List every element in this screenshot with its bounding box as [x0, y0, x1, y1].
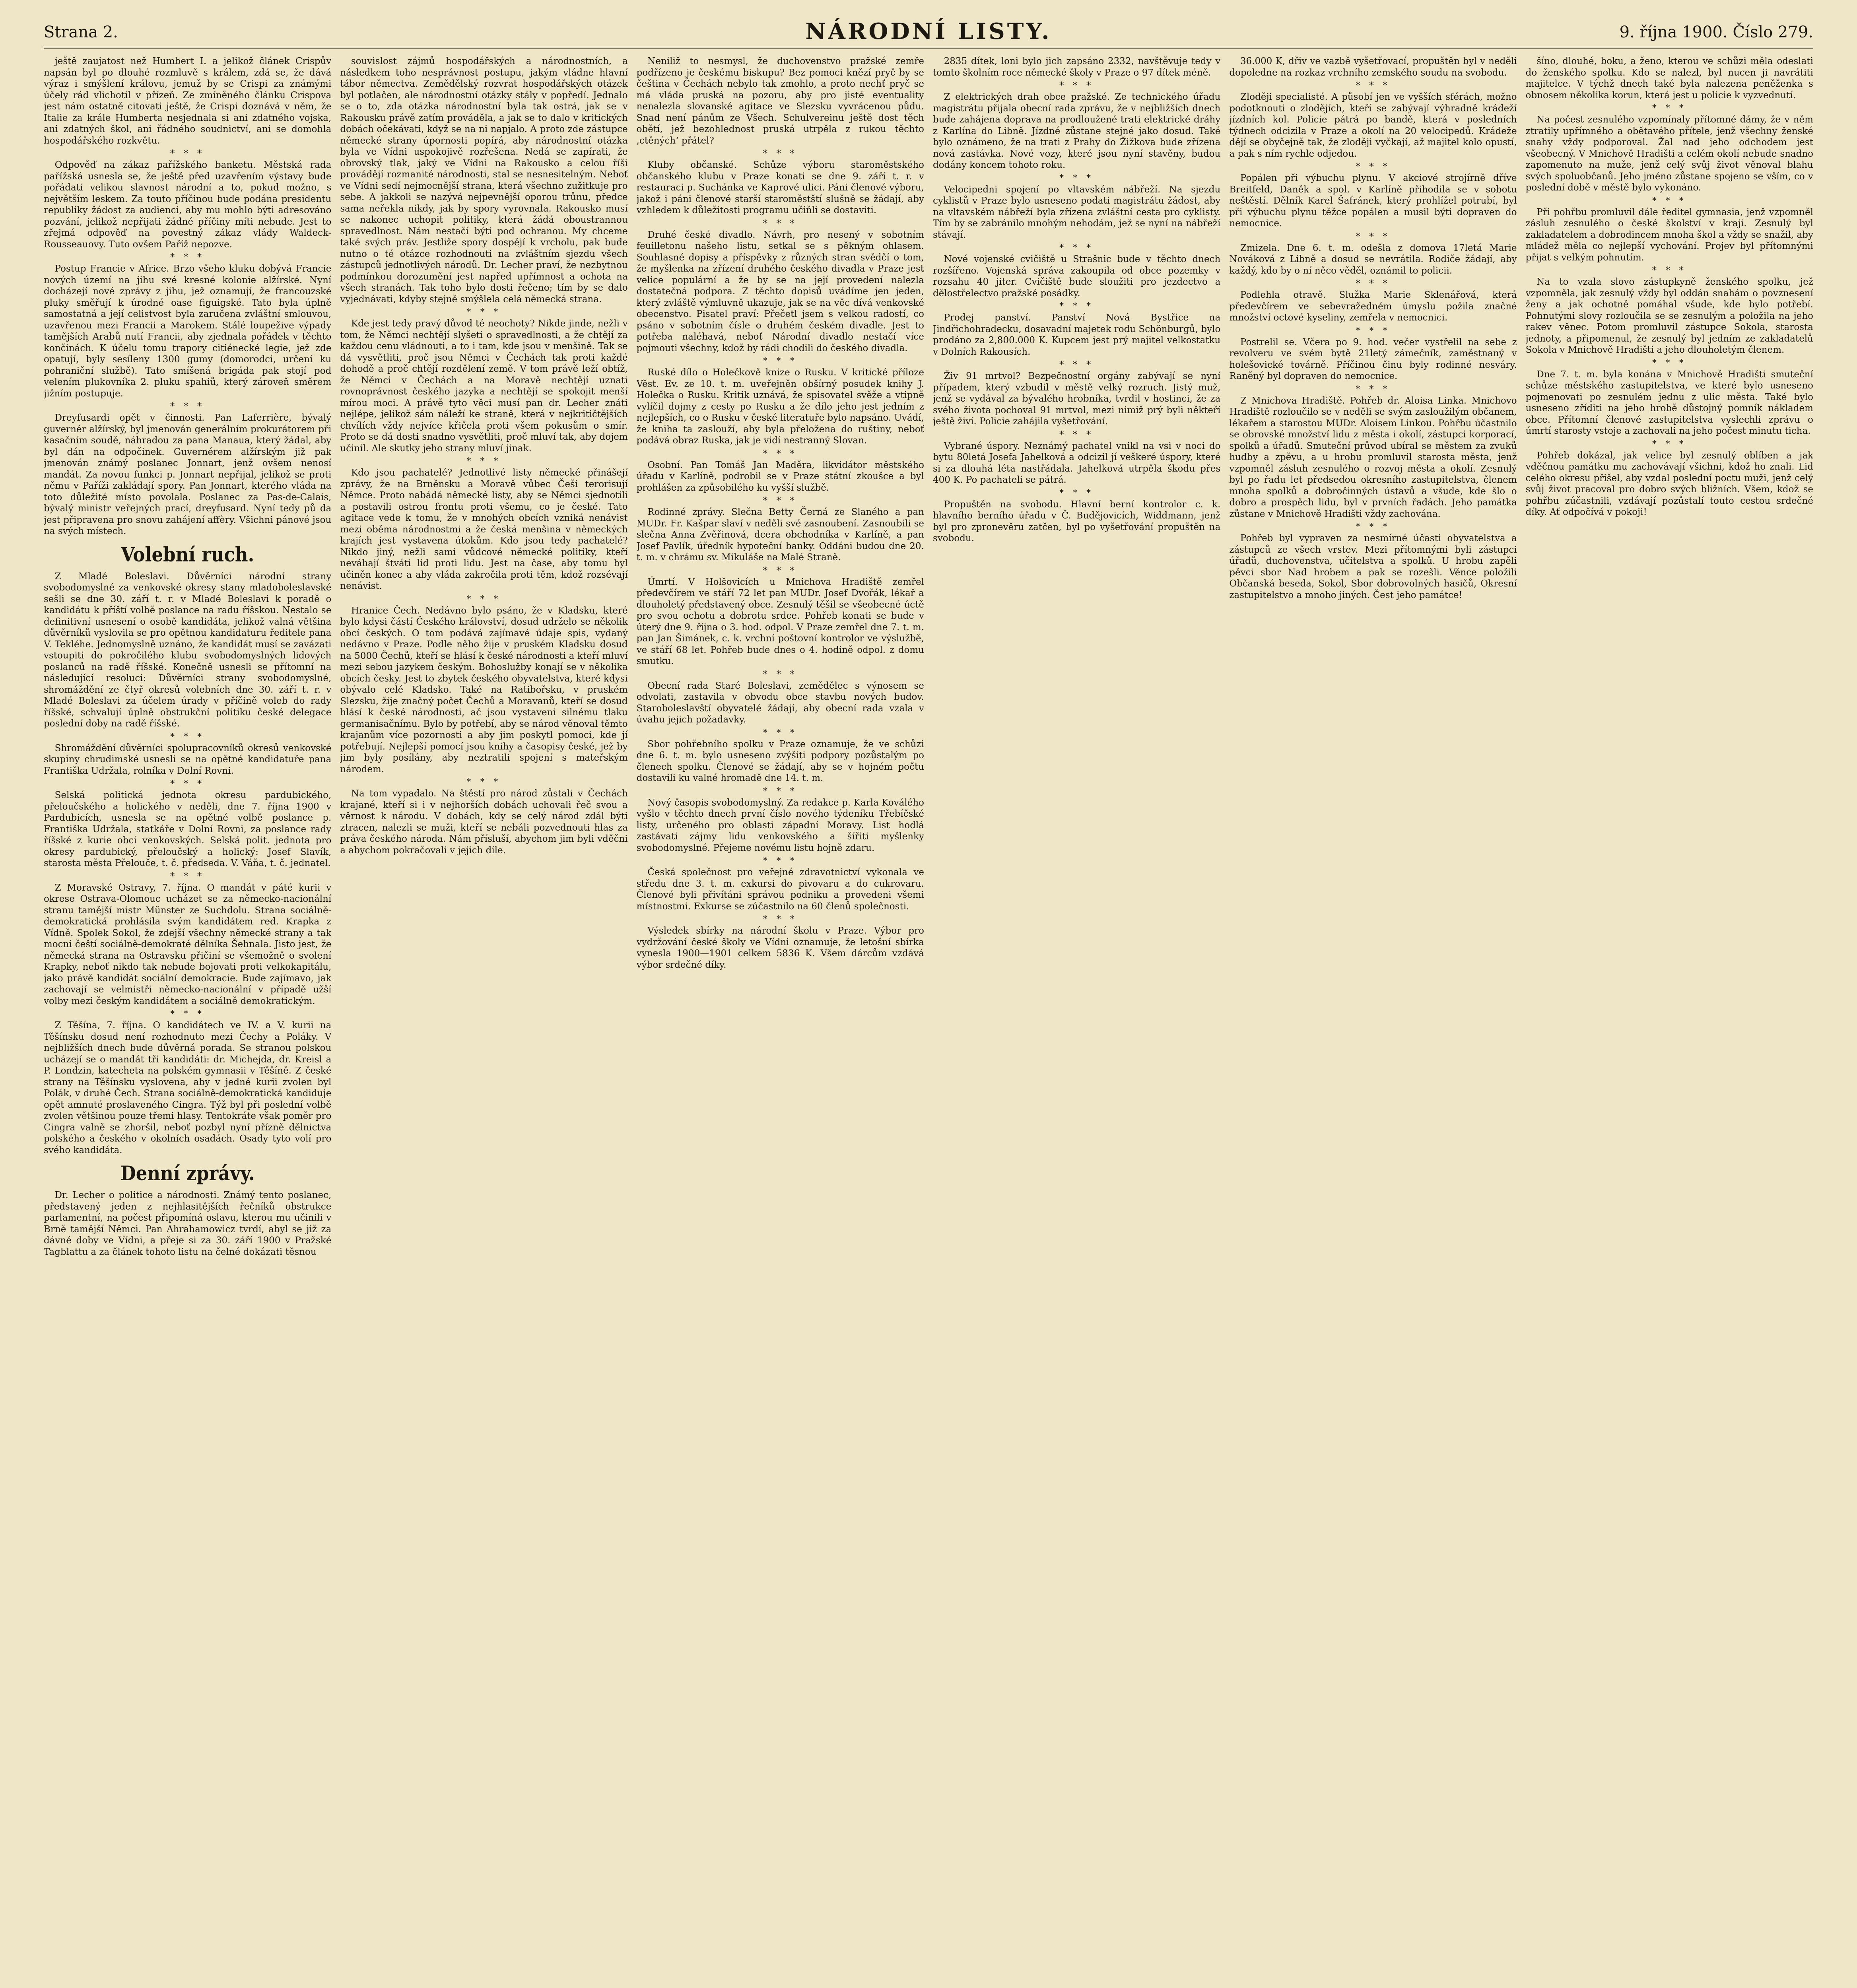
- article-paragraph: šíno, dlouhé, boku, a ženo, kterou ve schůzi měla odeslati do ženského spolku. Kdo se nalezl, byl nucen ji navrátiti majitelce. V týchž dnech také byla nalezena peněženka s obnosem několika korun, která jest u policie k vyzvednutí.: [1525, 56, 1813, 101]
- article-separator: * * *: [763, 448, 798, 459]
- column-3: [637, 53, 924, 1988]
- section-heading: Volební ruch.: [121, 542, 254, 566]
- article-paragraph: Kde jest tedy pravý důvod té neochoty? Nikde jinde, nežli v tom, že Němci nechtějí slyšeti o spravedlnosti, a že chtějí za každou cenu vládnouti, a to i tam, kde jsou v menšině. Tak se dá vysvětliti, proč jsou Němci v Čechách tak proti každé dohodě a proč chtějí rozdělení země. V tom právě leží obtíž, že Němci v Čechách a na Moravě nechtějí uznati rovnoprávnost českého jazyka a nechtějí se spokojit menší mírou moci. A právě tyto věci musí pan dr. Lecher znáti nejlépe, jelikož sám náleží ke straně, která v nejkritičtějších chvílích vždy nejvíce křičela proti všem pokusům o smír. Proto se dá dosti snadno vysvětliti, proč mluví tak, aby dojem učinil. Ale skutky jeho strany mluví jinak.: [340, 318, 628, 454]
- article-separator: * * *: [763, 218, 798, 229]
- article-paragraph: Na počest zesnulého vzpomínaly přítomné dámy, že v něm ztratily upřímného a obětavého přítele, jenž všechny ženské snahy vždy podporoval. Žal nad jeho odchodem jest všeobecný. V Mnichově Hradišti a celém okolí nebude snadno zapomenuto na muže, jenž celý svůj život věnoval blahu svých spoluobčanů. Jeho jméno zůstane spojeno se vším, co v poslední době v městě bylo vykonáno.: [1525, 115, 1813, 193]
- article-separator: * * *: [1059, 488, 1094, 498]
- column-5: [1229, 53, 1517, 1988]
- article-paragraph: Osobní. Pan Tomáš Jan Maděra, likvidátor městského úřadu v Karlíně, podrobil se v Praze státní zkoušce a byl prohlášen za způsobilého ku vyšší službě.: [636, 460, 924, 493]
- article-paragraph: Dr. Lecher o politice a národnosti. Známý tento poslanec, představený jeden z nejhlasitějších řečníků obstrukce parlamentní, na počest připomíná oslavu, kterou mu učinili v Brně tamější Němci. Pan Ahrahamowicz tvrdí, abyl se již za dávné doby ve Vídni, a přeje si za 30. září 1900 v Pražské Tagblattu a za článek tohoto listu na čelné dokázati těsnou: [44, 1190, 332, 1257]
- article-paragraph: Obecní rada Staré Boleslavi, zemědělec s výnosem se odvolati, zastavila v obvodu obce stavbu nových budov. Staroboleslavští obyvatelé žádají, aby obecní rada vzala v úvahu jejich požadavky.: [636, 680, 924, 725]
- article-paragraph: Podlehla otravě. Služka Marie Sklenářová, která předevčírem ve sebevražedném úmyslu požila značné množství octové kyseliny, zemřela v nemocnici.: [1229, 290, 1517, 323]
- article-paragraph: Kluby občanské. Schůze výboru staroměstského občanského klubu v Praze konati se dne 9. září t. r. v restauraci p. Suchánka ve Kaprové ulici. Páni členové výboru, jakož i páni členové starší staroměstští slušně se žádají, aby vzhledem k důležitosti programu učiňli se dostaviti.: [636, 160, 924, 215]
- article-paragraph: Postrelil se. Včera po 9. hod. večer vystřelil na sebe z revolveru ve svém bytě 21letý zámečník, zaměstnaný v holešovické továrně. Příčinou činu byly rodinné nesváry. Raněný byl dopraven do nemocnice.: [1229, 337, 1517, 381]
- article-separator: * * *: [763, 149, 798, 159]
- article-paragraph: Česká společnost pro veřejné zdravotnictví vykonala ve středu dne 3. t. m. exkursi do pivovaru a do cukrovaru. Členové byli přivítáni správou podniku a provedeni všemi místnostmi. Exkurse se zúčastnilo na 60 členů společnosti.: [636, 867, 924, 912]
- article-separator: * * *: [466, 777, 501, 787]
- article-paragraph: Dne 7. t. m. byla konána v Mnichově Hradišti smuteční schůze městského zastupitelstva, ve které bylo usneseno pojmenovati po zesnulém jednu z ulic města. Také bylo usneseno zříditi na jeho hrobě důstojný pomník nákladem obce. Přítomní členové zastupitelstva vyslechli zprávu o úmrtí starosty vstoje a zachovali na jeho počest minutu ticha.: [1525, 369, 1813, 436]
- article-paragraph: Velocipedni spojení po vltavském nábřeží. Na sjezdu cyklistů v Praze bylo usneseno podati magistrátu žádost, aby na vltavském nábřeží byla zřízena zvláštní cesta pro cyklisty. Tím by se zabránilo mnohým nehodám, jež se nyní na nábřeží stávají.: [932, 184, 1221, 240]
- article-paragraph: Na to vzala slovo zástupkyně ženského spolku, jež vzpomněla, jak zesnulý vždy byl oddán snahám o povznesení ženy a jak ochotně pomáhal všude, kde bylo potřebí. Pohnutými slovy rozloučila se se zesnulým a položila na jeho rakev věnec. Potom promluvil zástupce Sokola, starosta jednoty, a připomenul, že zesnulý byl jedním ze zakladatelů Sokola v Mnichově Hradišti a jeho dlouholetým členem.: [1525, 277, 1813, 355]
- article-paragraph: Ruské dílo o Holečkově knize o Rusku. V kritické příloze Věst. Ev. ze 10. t. m. uveřejněn obšírný posudek knihy J. Holečka o Rusku. Kritik uznává, že spisovatel svěže a vtipně vylíčil dojmy z cesty po Rusku a že dílo jeho jest jedním z nejlepších, co o Rusku v české literatuře bylo napsáno. Uvádí, že kniha ta zaslouží, aby byla přeložena do ruštiny, neboť podává obraz Ruska, jak je vidí nestranný Slovan.: [636, 367, 924, 446]
- article-separator: * * *: [1059, 243, 1094, 253]
- article-separator: * * *: [763, 356, 798, 366]
- article-paragraph: Zloději specialisté. A působí jen ve vyšších sférách, možno podotknouti o zlodějích, kteří se zabývají výhradně krádeží jízdních kol. Policie pátrá po bandě, která v posledních týdnech odcizila v Praze a okolí na 20 velocipedů. Krádeže dějí se obyčejně tak, že zloději vyčkají, až majitel kolo opustí, a pak s ním rychle odjedou.: [1229, 92, 1517, 159]
- article-paragraph: Z elektrických drah obce pražské. Ze technického úřadu magistrátu přijala obecní rada zprávu, že v nejbližších dnech bude zahájena doprava na prodloužené trati elektrické dráhy z Karlína do Libně. Jízdné zůstane stejné jako dosud. Také bylo oznámeno, že na trati z Prahy do Žižkova bude zřízena nová zastávka. Nové vozy, které jsou nyní stavěny, budou dodány koncem tohoto roku.: [932, 92, 1221, 170]
- article-paragraph: Sbor pohřebního spolku v Praze oznamuje, že ve schůzi dne 6. t. m. bylo usneseno zvýšiti podpory pozůstalým po členech spolku. Členové se žádají, aby se v hojném počtu dostavili ku valné hromadě dne 14. t. m.: [636, 739, 924, 783]
- article-paragraph: 36.000 K, dřiv ve vazbě vyšetřovací, propuštěn byl v neděli dopoledne na rozkaz vrchního zemského soudu na svobodu.: [1229, 56, 1517, 78]
- article-separator: * * *: [1356, 384, 1391, 394]
- masthead: [44, 16, 1813, 49]
- article-separator: * * *: [1059, 429, 1094, 440]
- article-paragraph: Druhé české divadlo. Návrh, pro nesený v sobotním feuilletonu našeho listu, setkal se s pěkným ohlasem. Souhlasné dopisy a příspěvky z různých stran svědčí o tom, že myšlenka na zřízení druhého českého divadla v Praze jest velice populární a že by se na její provedení nalezla dostatečná podpora. Z těchto dopisů uvádíme jen jeden, který zvláště výmluvně ukazuje, jak se na věc dívá venkovské obecenstvo. Pisatel praví: Přečetl jsem s velkou radostí, co psáno v sobotním čísle o druhém českém divadle. Jest to potřeba naléhavá, neboť Národní divadlo nestačí více pojmouti všechny, kdož by rádi chodili do českého divadla.: [636, 229, 924, 353]
- column-4: [933, 53, 1220, 1988]
- article-paragraph: Selská politická jednota okresu pardubického, přeloučského a holického v neděli, dne 7. října 1900 v Pardubicích, usnesla se na opětné volbě poslance p. Františka Udržala, statkáře v Dolní Rovni, za poslance rady říšské z kurie obcí venkovských. Selská polit. jednota pro okresy pardubický, přeloučský a holický: Josef Slavík, starosta města Přelouče, t. č. předseda. V. Váňa, t. č. jednatel.: [44, 790, 332, 868]
- article-separator: * * *: [1356, 522, 1391, 532]
- article-separator: * * *: [170, 149, 205, 159]
- article-paragraph: Pohřeb byl vypraven za nesmírné účasti obyvatelstva a zástupců ze všech vrstev. Mezi přítomnými byli zástupci úřadů, duchovenstva, učitelstva a spolků. U hrobu zapěli pěvci sbor Nad hrobem a pak se rozešli. Věnce položili Občanská beseda, Sokol, Sbor dobrovolných hasičů, Okresní zastupitelstvo a mnoho jiných. Čest jeho památce!: [1229, 533, 1517, 600]
- article-separator: * * *: [1652, 358, 1687, 368]
- article-separator: * * *: [170, 732, 205, 742]
- article-paragraph: Výsledek sbírky na národní školu v Praze. Výbor pro vydržování české školy ve Vídni oznamuje, že letošní sbírka vynesla 1900—1901 celkem 5836 K. Všem dárcům vzdává výbor srdečné díky.: [636, 926, 924, 970]
- article-separator: * * *: [763, 786, 798, 796]
- article-paragraph: Při pohřbu promluvil dále ředitel gymnasia, jenž vzpomněl zásluh zesnulého o české školství v kraji. Zesnulý byl zakladatelem a dobrodincem mnoha škol a vždy se snažil, aby mládež měla co nejlepší vychování. Projev byl přítomnými přijat s velkým pohnutím.: [1525, 207, 1813, 263]
- article-paragraph: Popálen při výbuchu plynu. V akciové strojírně dříve Breitfeld, Daněk a spol. v Karlíně přihodila se v sobotu neštěstí. Dělník Karel Šafránek, který prohlížel potrubí, byl při výbuchu plynu těžce popálen a musil býti dopraven do nemocnice.: [1229, 173, 1517, 229]
- issue-date: 9. října 1900. Číslo 279.: [1619, 23, 1813, 41]
- article-paragraph: Nové vojenské cvičiště u Strašnic bude v těchto dnech rozšířeno. Vojenská správa zakoupila od obce pozemky v rozsahu 40 jiter. Cvičiště bude sloužiti pro jezdectvo a dělostřelectvo pražské posádky.: [932, 254, 1221, 299]
- newspaper-title: NÁRODNÍ LISTY.: [805, 18, 1052, 45]
- article-paragraph: Na tom vypadalo. Na štěstí pro národ zůstali v Čechách krajané, kteří si i v nejhorších dobách uchovali řeč svou a věrnost k národu. V dobách, kdy se celý národ zdál býti ztracen, nalezli se muži, kteří se nebáli pozvednouti hlas za práva českého národa. Nám přísluší, abychom jim byli vděčni a abychom pokračovali v jejich díle.: [340, 788, 628, 856]
- article-paragraph: Nový časopis svobodomyslný. Za redakce p. Karla Koválého vyšlo v těchto dnech první číslo nového týdeníku Třebíčské listy, určeného pro oblasti západní Moravy. List hodlá zastávati zájmy lidu venkovského a šířiti myšlenky svobodomyslné. Přejeme novému listu hojně zdaru.: [636, 797, 924, 853]
- article-separator: * * *: [1356, 326, 1391, 336]
- article-separator: * * *: [1356, 231, 1391, 242]
- text-columns: [44, 53, 1813, 1988]
- article-paragraph: 2835 dítek, loni bylo jich zapsáno 2332, navštěvuje tedy v tomto školním roce německé školy v Praze o 97 dítek méně.: [932, 56, 1221, 78]
- article-separator: * * *: [466, 456, 501, 466]
- article-paragraph: Propuštěn na svobodu. Hlavní berní kontrolor c. k. hlavního berního úřadu v Č. Budějovicích, Widdmann, jenž byl pro zpronevěru zatčen, byl po vyšetřování propuštěn na svobodu.: [932, 499, 1221, 544]
- article-paragraph: Rodinné zprávy. Slečna Betty Černá ze Slaného a pan MUDr. Fr. Kašpar slaví v neděli své zasnoubení. Zasnoubili se slečna Anna Zvěřinová, dcera obchodníka v Karlíně, a pan Josef Pavlík, úředník hypoteční banky. Oddáni budou dne 20. t. m. v chrámu sv. Mikuláše na Malé Straně.: [636, 507, 924, 563]
- article-paragraph: Prodej panství. Panství Nová Bystřice na Jindřichohradecku, dosavadní majetek rodu Schönburgů, bylo prodáno za 2,800.000 K. Kupcem jest prý majitel velkostatku v Dolních Rakousích.: [932, 313, 1221, 357]
- column-6: [1526, 53, 1813, 1988]
- article-separator: * * *: [763, 669, 798, 679]
- section-heading: Denní zprávy.: [120, 1161, 255, 1185]
- article-separator: * * *: [1356, 162, 1391, 172]
- article-separator: * * *: [1652, 266, 1687, 276]
- column-1: [44, 53, 331, 1988]
- article-paragraph: Dreyfusardi opět v činnosti. Pan Laferrière, bývalý guvernér alžírský, byl jmenován generálním prokurátorem při kasačním soudě, náhradou za pana Manaua, který žádal, aby byl dán na odpočinek. Guvernérem alžírským již pak jmenován známý poslanec Jonnart, jenž ovšem nenosí mandát. Za novou funkci p. Jonnart nepřijal, jelikož se proti němu v Paříži zakládají spory. Pan Jonnart, kterého vláda na toto důležité místo povolala. Poslanec za Pas-de-Calais, bývalý ministr veřejných prací, dreyfusard. Nyní tedy pů da jest připravena pro snovu zahájení affèry. Všichni pánové jsou na svých místech.: [44, 413, 332, 536]
- article-paragraph: Živ 91 mrtvol? Bezpečnostní orgány zabývají se nyní případem, který vzbudil v městě velký rozruch. Jistý muž, jenž se vydával za bývalého hrobníka, tvrdil v hostinci, že za svého života pochoval 91 mrtvol, mezi nimiž prý byli někteří ještě živí. Policie zahájila vyšetřování.: [932, 371, 1221, 427]
- article-paragraph: Odpověď na zákaz pařížského banketu. Městská rada pařížská usnesla se, že ještě před uzavřením výstavy bude pořádati velikou slavnost národní a to, pokud možno, s největším leskem. Za touto příčinou bude podána presidentu republiky žádost za audienci, aby mu mohlo býti adresováno pozvání, jelikož nepřijati žádné příčiny míti nebude. Jest to zřejmá odpověď na povestný zákaz vlády Waldeck-Rousseauovy. Tuto ovšem Paříž nepozve.: [44, 160, 332, 250]
- article-paragraph: Pohřeb dokázal, jak velice byl zesnulý oblíben a jak vděčnou památku mu zachovávají všichni, kdož ho znali. Lid celého okresu přišel, aby vzdal poslední poctu muži, jenž celý svůj život pracoval pro dobro svých bližních. Všem, kdož se pohřbu zúčastnili, vzdávají pozůstalí touto cestou srdečné díky. Ať odpočívá v pokoji!: [1525, 450, 1813, 517]
- article-paragraph: Kdo jsou pachatelé? Jednotlivé listy německé přinášejí zprávy, že na Brněnsku a Moravě vůbec Češi terorisují Němce. Proto nabádá německé listy, aby se Němci sjednotili a postavili ostrou frontu proti všemu, co je české. Tato agitace vede k tomu, že v mnohých obcích vzniká nenávist mezi oběma národnostmi a že česká menšina v německých krajích jest vystavena útokům. Kdo jsou tedy pachatelé? Nikdo jiný, nežli sami vůdcové německé politiky, kteří neváhají štváti lid proti lidu. Jest na čase, aby tomu byl učiněn konec a aby vláda zakročila proti těm, kdož rozsévají nenávist.: [340, 468, 628, 591]
- article-separator: * * *: [466, 307, 501, 317]
- article-separator: * * *: [763, 728, 798, 738]
- article-separator: * * *: [170, 252, 205, 262]
- article-separator: * * *: [1356, 279, 1391, 289]
- article-separator: * * *: [763, 914, 798, 924]
- article-separator: * * *: [466, 594, 501, 604]
- article-separator: * * *: [170, 779, 205, 789]
- article-separator: * * *: [1059, 173, 1094, 183]
- article-paragraph: Z Mladé Boleslavi. Důvěrníci národní strany svobodomyslné za venkovské okresy stany mladoboleslavské sešli se dne 30. září t. r. v Mladé Boleslavi k poradě o kandidátu k příští volbě poslance na radu říšskou. Nestalo se definitivní usnesení o osobě kandidáta, jelikož valná většina důvěrníků vyslovila se pro opětnou kandidaturu ředitele pana V. Tekléhe. Jednomyslně uznáno, že kandidát musí se zavázati vstoupiti do pokročilého klubu svobodomyslných lidových poslanců na radě říšské. Konečně usnesli se přítomní na následující resoluci: Důvěrníci strany svobodomyslné, shromáždění ze čtyř okresů volebních dne 30. září t. r. v Mladé Boleslavi za účelem úrady v příčině voleb do rady říšské, schvalují úplně obstrukční politiku české delegace poslední doby na radě říšské.: [44, 571, 332, 729]
- article-separator: * * *: [1356, 81, 1391, 91]
- article-paragraph: Úmrtí. V Holšovicích u Mnichova Hradiště zemřel předevčírem ve stáří 72 let pan MUDr. Josef Dvořák, lékař a dlouholetý představený obce. Zesnulý těšil se všeobecné úctě pro svou ochotu a dobrotu srdce. Pohřeb konati se bude v úterý dne 9. října o 3. hod. odpol. V Praze zemřel dne 7. t. m. pan Jan Šimánek, c. k. vrchní poštovní kontrolor ve výslužbě, ve stáří 68 let. Pohřeb bude dnes o 4. hodině odpol. z domu smutku.: [636, 577, 924, 666]
- article-separator: * * *: [1652, 103, 1687, 113]
- article-separator: * * *: [1059, 360, 1094, 370]
- article-paragraph: souvislost zájmů hospodářských a národnostních, a následkem toho nesprávnost postupu, jakým vládne hlavní tábor němectva. Zemědělský rozvrat hospodářských otázek byl potlačen, ale národnostní otázky stály v popředí. Jednalo se o to, zda otázka národnostní byla tak ostrá, jak se v Rakousku právě zatím prováděla, a jak se to dalo v kritických dobách očekávati, když se na ni napjalo. A proto zde zástupce německé strany úpornosti popírá, aby národnostní otázka byla ve Vídni uspokojivě rozřešena. Nedá se zapírati, že obrovský tlak, jaký ve Vídni na Rakousko a celou říši provádějí rozmanité národnosti, stal se nesnesitelným. Neboť ve Vídni sedí nejmocnější strana, která všechno zužitkuje pro sebe. A jakkoli se nazývá nejpevnější oporou trůnu, předce sama neřekla nikdy, jak by spory vyrovnala. Rakousko musí se nakonec uchopit politiky, která žádá oboustrannou spravedlnost. Nám nestačí býti pod ochranou. My chceme také svých práv. Jestliže spory dospějí k vrcholu, pak bude nutno o té otázce rozhodnouti na zvláštním sjezdu všech zástupců jednotlivých národů. Dr. Lecher praví, že nezbytnou podmínkou dorozumění jest napřed upřímnost a ochota na všech stranách. Tak toho bylo dosti řečeno; tím by se dalo vyjednávati, kdyby stejně smýšlela celá německá strana.: [340, 56, 628, 305]
- article-paragraph: Shromáždění důvěrníci spolupracovníků okresů venkovské skupiny chrudimské usnesli se na opětné kandidatuře pana Františka Udržala, rolníka v Dolní Rovni.: [44, 743, 332, 776]
- article-separator: * * *: [1652, 196, 1687, 206]
- article-paragraph: Z Mnichova Hradiště. Pohřeb dr. Aloisa Linka. Mnichovo Hradiště rozloučilo se v neděli se svým zasloužilým občanem, lékařem a starostou MUDr. Aloisem Linkou. Pohřbu účastnilo se obrovské množství lidu z města i okolí, zástupci korporací, spolků a úřadů. Smuteční průvod ubíral se městem za zvuků hudby a zpěvu, a u hrobu promluvil starosta města, jenž vzpomněl zásluh zesnulého o rozvoj města a okolí. Zesnulý byl po řadu let předsedou okresního zastupitelstva, členem mnoha spolků a dobročinných ústavů a všude, kde šlo o dobro a prospěch lidu, byl v prvních řadách. Jeho památka zůstane v Mnichově Hradišti vždy zachována.: [1229, 395, 1517, 519]
- article-paragraph: Neniliž to nesmysl, že duchovenstvo pražské zemře podřízeno je českému biskupu? Bez pomoci knězí pryč by se čeština v Čechách nebylo tak zmohlo, a proto nechť pryč se má vláda pruská na pozoru, aby pro jisté eventuality nenalezla slovanské agitace ve Slezsku vyvrácenou půdu. Snad není pánům ze Všech. Schulvereinu ještě dost těch obětí, jež bezohlednost pruská utrpěla z rukou těchto ,ctěných‘ přátel?: [636, 56, 924, 146]
- article-paragraph: Z Těšína, 7. října. O kandidátech ve IV. a V. kurii na Těšínsku dosud není rozhodnuto mezi Čechy a Poláky. V nejbližších dnech bude důvěrná porada. Se stranou polskou ucházejí se o mandát tři kandidáti: dr. Michejda, dr. Kreisl a P. Londzin, katecheta na polském gymnasii v Těšíně. Z české strany na Těšínsku vyslovena, aby v jedné kurii zvolen byl Polák, v druhé Čech. Strana sociálně-demokratická kandiduje opět amnuté proslaveného Cingra. Týž byl při poslední volbě zvolen většinou pouze třemi hlasy. Tentokráte však poměr pro Cingra valně se zhoršil, neboť pozbyl nyní přízně dělnictva polského a českého v okolních osadách. Osady tyto volí pro svého kandidáta.: [44, 1020, 332, 1155]
- article-paragraph: Hranice Čech. Nedávno bylo psáno, že v Kladsku, které bylo kdysi částí Českého království, dosud udrželo se několik obcí českých. O tom podává zajímavé údaje spis, vydaný nedávno v Praze. Podle něho žije v pruském Kladsku dosud na 5000 Čechů, kteří se hlásí k české národnosti a kteří mluví mezi sebou jazykem českým. Bohoslužby konají se v několika obcích česky. Jest to zbytek českého obyvatelstva, které kdysi obývalo celé Kladsko. Také na Ratibořsku, v pruském Slezsku, žije značný počet Čechů a Moravanů, kteří se dosud hlásí k české národnosti, ač jsou vystaveni silnému tlaku germanisačnímu. Bylo by potřebí, aby se národ věnoval těmto krajanům více pozornosti a aby jim poskytl pomoci, kde jí potřebují. Nejlepší pomocí jsou knihy a časopisy české, jež by jim byly posílány, aby neztratili spojení s mateřským národem.: [340, 605, 628, 775]
- article-separator: * * *: [1652, 439, 1687, 449]
- article-paragraph: ještě zaujatost než Humbert I. a jelikož článek Crispův napsán byl po dlouhé rozmluvě s králem, zdá se, že dává výraz i smýšlení královu, jemuž by se Crispi za známými účely rád vlichotil v přízeň. Ze zmíněného článku Crispova jest nám ostatně citovati ještě, že Crispi doznává v něm, že Italie za krále Humberta nesjednala si ani zdatného vojska, ani zdatných škol, ani řádného soudnictví, ani se domohla hospodářského rozkvětu.: [44, 56, 332, 146]
- article-paragraph: Postup Francie v Africe. Brzo všeho kluku dobývá Francie nových území na jihu své kresné kolonie alžírské. Nyní docházejí nové zprávy z jihu, jež oznamují, že francouzské pluky směřují k úrodné oase figuigské. Tato byla úplně samostatná a její celistvost byla zaručena zvláštní smlouvou, uzavřenou mezi Francii a Marokem. Stálé loupežive výpady tamějších Arabů nutí Francii, aby zjednala pořádek v těchto končinách. K účelu tomu trapory citiénecké legie, jež zde opatují, byly sesíleny 1300 gumy (domorodci, určení ku pohraniční službě). Tato smíšená brigáda pak stojí pod velením plukovníka 2. pluku spahiů, který zároveň směrem jižním postupuje.: [44, 264, 332, 399]
- article-separator: * * *: [763, 496, 798, 506]
- article-separator: * * *: [170, 871, 205, 881]
- article-separator: * * *: [1059, 301, 1094, 311]
- article-separator: * * *: [1059, 81, 1094, 91]
- article-separator: * * *: [170, 1009, 205, 1019]
- page-number: Strana 2.: [44, 23, 118, 41]
- article-separator: * * *: [763, 856, 798, 866]
- article-separator: * * *: [170, 402, 205, 412]
- article-paragraph: Zmizela. Dne 6. t. m. odešla z domova 17letá Marie Nováková z Libně a dosud se nevrátila. Rodiče žádají, aby každý, kdo by o ní něco věděl, oznámil to policii.: [1229, 243, 1517, 276]
- article-paragraph: Z Moravské Ostravy, 7. října. O mandát v páté kurii v okrese Ostrava-Olomouc ucházet se za německo-nacionální stranu tamější mistr Münster ze Suchdolu. Strana sociálně-demokratická prohlásila svým kandidátem red. Krapka z Vídně. Spolek Sokol, že zdejší všechny německé strany a tak mocni čeští sociálně-demokraté dělníka Šehnala. Jisto jest, že německá strana na Ostravsku přičiní se všemožně o svolení Krapky, neboť nikdo tak nebude bojovati proti velkokapitálu, jako právě kandidát sociální demokracie. Bude zajímavo, jak zachovají se velmistři německo-nacionální v případě užší volby mezi českým kandidátem a sociálně demokratickým.: [44, 882, 332, 1006]
- column-2: [340, 53, 627, 1988]
- article-separator: * * *: [763, 565, 798, 576]
- article-paragraph: Vybrané úspory. Neznámý pachatel vnikl na vsi v noci do bytu 80letá Josefa Jahelková a odcizil jí veškeré úspory, které si za dlouhá léta nastřádala. Jahelková utrpěla škodu přes 400 K. Po pachateli se pátrá.: [932, 441, 1221, 485]
